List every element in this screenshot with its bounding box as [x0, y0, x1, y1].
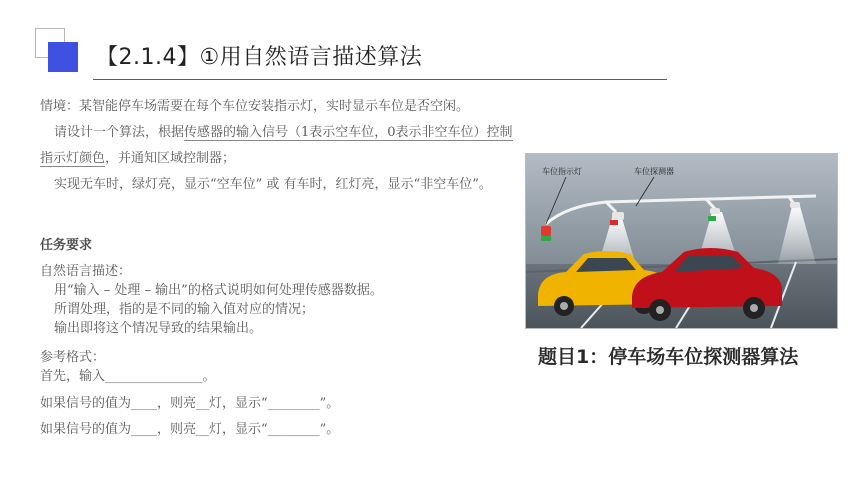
task-line-2: 用“输入 – 处理 – 输出”的格式说明如何处理传感器数据。	[54, 283, 383, 298]
implement-text: 实现无车时，绿灯亮，显示“空车位” 或 有车时，红灯亮，显示“非空车位”。	[54, 177, 492, 192]
label-detector: 车位探测器	[634, 167, 674, 176]
parking-illustration	[526, 154, 837, 328]
title-underline	[93, 79, 667, 80]
underlined-requirement: 传感器的输入信号（1表示空车位，0表示非空车位）控制指示灯颜色	[40, 125, 513, 166]
reference-line-2: 如果信号的值为____，则亮__灯，显示“________”。	[40, 396, 340, 411]
decor-square-blue	[48, 42, 78, 72]
design-suffix: ，并通知区域控制器；	[105, 151, 236, 166]
design-prefix: 请设计一个算法，根据	[54, 125, 185, 140]
task-heading: 任务要求	[40, 238, 93, 253]
task-line-3: 所谓处理，指的是不同的输入值对应的情况；	[54, 302, 315, 317]
implement-paragraph	[40, 172, 518, 198]
reference-format	[40, 348, 510, 386]
scenario-paragraph: 情境：某智能停车场需要在每个车位安装指示灯，实时显示车位是否空闲。	[40, 99, 470, 114]
reference-label: 参考格式：	[40, 350, 106, 365]
figure-caption: 题目1：停车场车位探测器算法	[538, 346, 799, 368]
task-line-1: 自然语言描述：	[40, 264, 132, 279]
page-title: 【2.1.4】①用自然语言描述算法	[96, 45, 423, 70]
reference-line-1: 首先，输入_______________。	[40, 369, 216, 384]
reference-line-3: 如果信号的值为____，则亮__灯，显示“________”。	[40, 422, 340, 437]
design-paragraph	[40, 120, 518, 172]
parking-sensor-photo	[525, 153, 838, 329]
task-requirements	[40, 262, 510, 338]
label-indicator: 车位指示灯	[542, 167, 582, 176]
task-line-4: 输出即将这个情况导致的结果输出。	[54, 321, 263, 336]
